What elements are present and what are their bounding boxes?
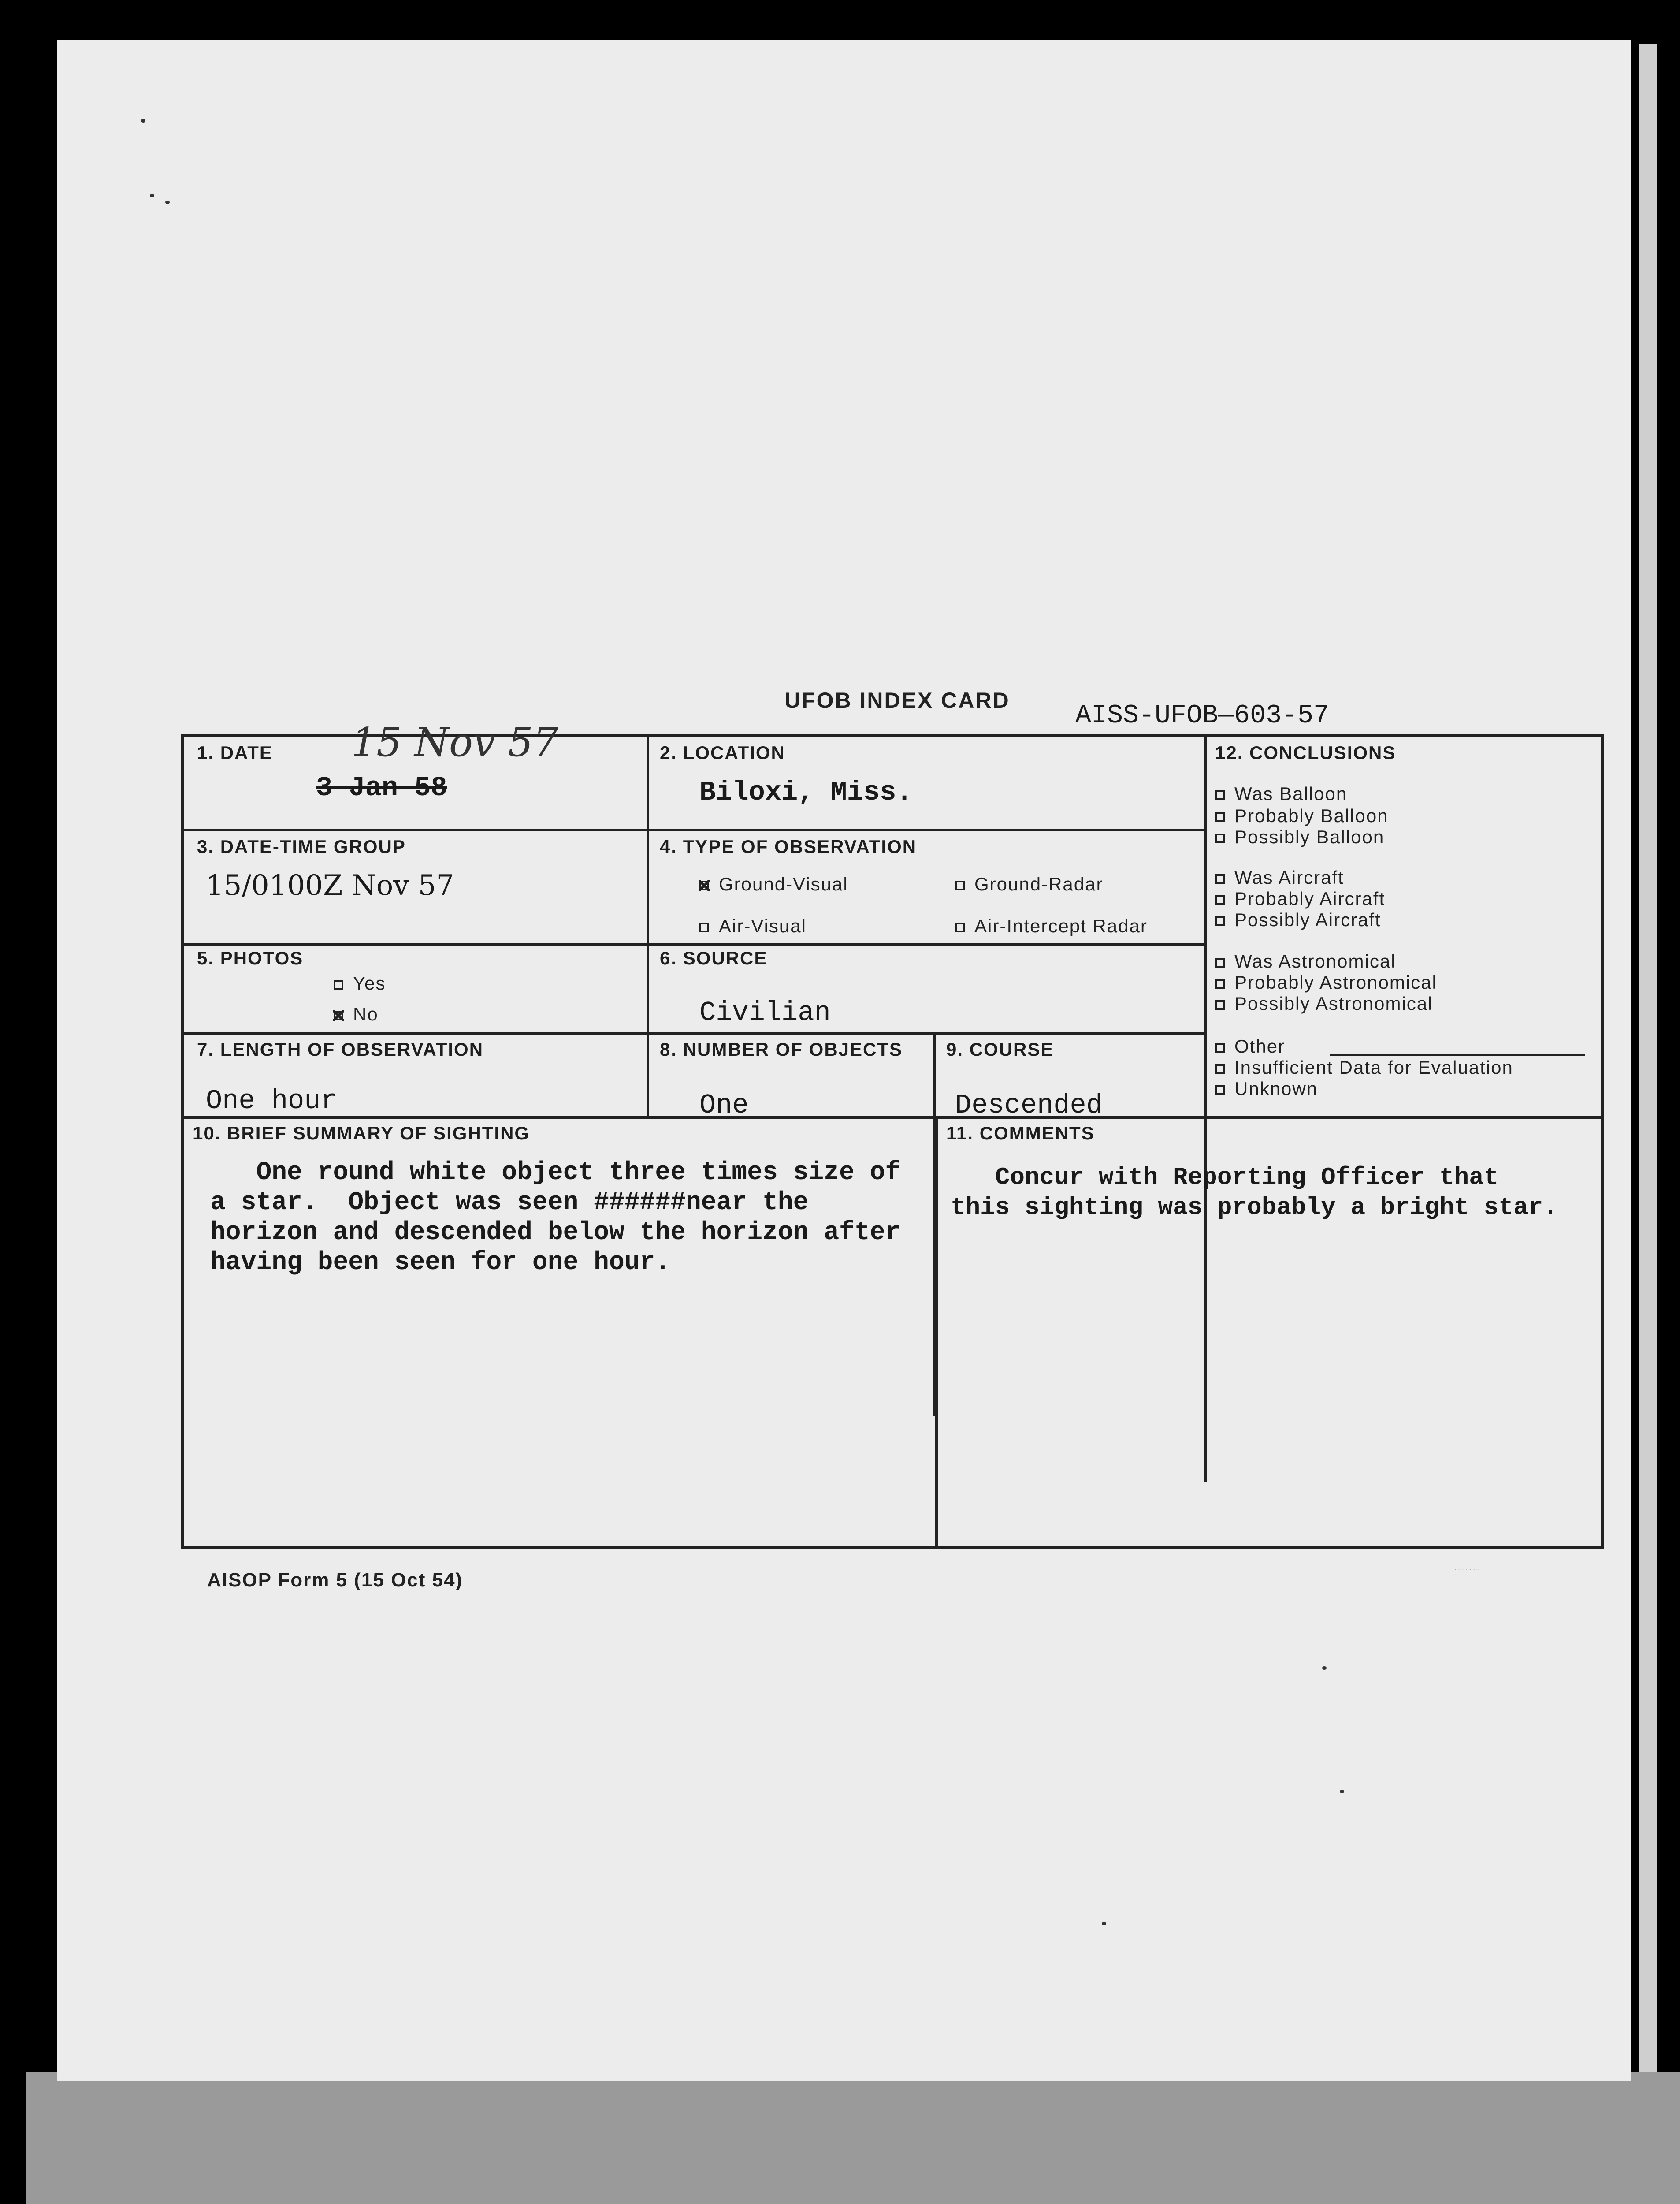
photos-yes: Yes xyxy=(334,973,386,994)
conclusion-was-astronomical: Was Astronomical xyxy=(1215,951,1396,972)
dust-speck xyxy=(165,201,170,204)
dust-speck xyxy=(1322,1666,1327,1670)
checkbox-icon xyxy=(1215,979,1225,989)
source-value: Civilian xyxy=(699,997,831,1028)
date-handwritten: 15 Nov 57 xyxy=(351,719,559,766)
date-label: 1. DATE xyxy=(197,742,273,763)
form-number: AISOP Form 5 (15 Oct 54) xyxy=(207,1569,463,1591)
comments-label: 11. COMMENTS xyxy=(946,1123,1095,1143)
source-label: 6. SOURCE xyxy=(660,948,768,968)
checkbox-icon xyxy=(1215,1085,1225,1095)
conclusion-possibly-aircraft: Possibly Aircraft xyxy=(1215,909,1381,931)
photos-label: 5. PHOTOS xyxy=(197,948,304,968)
checkbox-icon xyxy=(1215,1064,1225,1074)
course-value: Descended xyxy=(955,1090,1103,1121)
checkbox-icon xyxy=(1215,916,1225,926)
checkbox-icon xyxy=(1215,958,1225,968)
dtg-label: 3. DATE-TIME GROUP xyxy=(197,836,406,857)
divider xyxy=(935,1116,938,1548)
conclusions-label: 12. CONCLUSIONS xyxy=(1215,742,1396,763)
summary-line: One round white object three times size of xyxy=(210,1158,901,1187)
checkbox-icon xyxy=(1215,812,1225,822)
observation-air-visual: Air-Visual xyxy=(699,916,807,937)
conclusion-possibly-astronomical: Possibly Astronomical xyxy=(1215,993,1433,1014)
summary-line: horizon and descended below the horizon after xyxy=(210,1218,901,1247)
conclusion-insufficient-data: Insufficient Data for Evaluation xyxy=(1215,1057,1513,1078)
comments-line: Concur with Reporting Officer that xyxy=(951,1163,1499,1191)
printer-mark: · · · · · · · xyxy=(1454,1566,1479,1573)
divider xyxy=(647,737,649,1118)
dust-speck xyxy=(1102,1922,1106,1925)
photos-no: No xyxy=(334,1004,379,1025)
checkbox-icon xyxy=(1215,790,1225,800)
other-write-in-line xyxy=(1330,1054,1585,1056)
location-value: Biloxi, Miss. xyxy=(699,777,913,808)
checkbox-icon xyxy=(1215,1000,1225,1010)
course-label: 9. COURSE xyxy=(946,1039,1054,1060)
sheet-edge xyxy=(1639,44,1657,2072)
dust-speck xyxy=(150,194,154,197)
conclusion-other: Other xyxy=(1215,1036,1285,1057)
checkbox-icon xyxy=(955,923,965,932)
checkbox-checked-icon xyxy=(334,1011,343,1020)
divider xyxy=(184,943,1206,946)
conclusion-probably-astronomical: Probably Astronomical xyxy=(1215,972,1437,993)
checkbox-icon xyxy=(1215,1043,1225,1053)
comments-line: this sighting was probably a bright star. xyxy=(951,1193,1558,1221)
card-number: AISS-UFOB—603-57 xyxy=(1075,701,1330,731)
dust-speck xyxy=(141,119,145,123)
date-typed-struck: 3 Jan 58 xyxy=(316,772,447,804)
conclusion-probably-balloon: Probably Balloon xyxy=(1215,805,1389,826)
summary-line: a star. Object was seen ######near the xyxy=(210,1188,809,1217)
location-label: 2. LOCATION xyxy=(660,742,785,763)
conclusion-probably-aircraft: Probably Aircraft xyxy=(1215,888,1385,909)
conclusion-possibly-balloon: Possibly Balloon xyxy=(1215,826,1384,848)
divider xyxy=(1204,737,1207,1482)
summary-line: having been seen for one hour. xyxy=(210,1248,671,1277)
observation-type-label: 4. TYPE OF OBSERVATION xyxy=(660,836,917,857)
dtg-value: 15/0100Z Nov 57 xyxy=(206,869,454,902)
checkbox-checked-icon xyxy=(699,881,709,890)
index-card-form xyxy=(181,719,1604,1549)
num-objects-value: One xyxy=(699,1090,749,1121)
summary-text xyxy=(210,1158,900,1278)
photo-background xyxy=(26,2072,1680,2204)
divider xyxy=(184,829,1206,831)
divider xyxy=(184,1032,1206,1035)
observation-air-intercept-radar: Air-Intercept Radar xyxy=(955,916,1148,937)
comments-text xyxy=(951,1162,1558,1222)
checkbox-icon xyxy=(1215,834,1225,843)
checkbox-icon xyxy=(955,881,965,890)
observation-ground-radar: Ground-Radar xyxy=(955,874,1103,895)
length-value: One hour xyxy=(206,1085,337,1117)
checkbox-icon xyxy=(699,923,709,932)
summary-label: 10. BRIEF SUMMARY OF SIGHTING xyxy=(193,1123,530,1143)
checkbox-icon xyxy=(1215,895,1225,905)
checkbox-icon xyxy=(1215,874,1225,884)
conclusion-was-aircraft: Was Aircraft xyxy=(1215,867,1344,888)
num-objects-label: 8. NUMBER OF OBJECTS xyxy=(660,1039,903,1060)
checkbox-icon xyxy=(334,980,343,990)
conclusion-unknown: Unknown xyxy=(1215,1078,1318,1099)
observation-ground-visual: Ground-Visual xyxy=(699,874,848,895)
conclusion-was-balloon: Was Balloon xyxy=(1215,783,1347,804)
length-label: 7. LENGTH OF OBSERVATION xyxy=(197,1039,484,1060)
card-title: UFOB INDEX CARD xyxy=(784,688,1010,713)
divider xyxy=(184,1116,1603,1119)
dust-speck xyxy=(1340,1790,1344,1793)
